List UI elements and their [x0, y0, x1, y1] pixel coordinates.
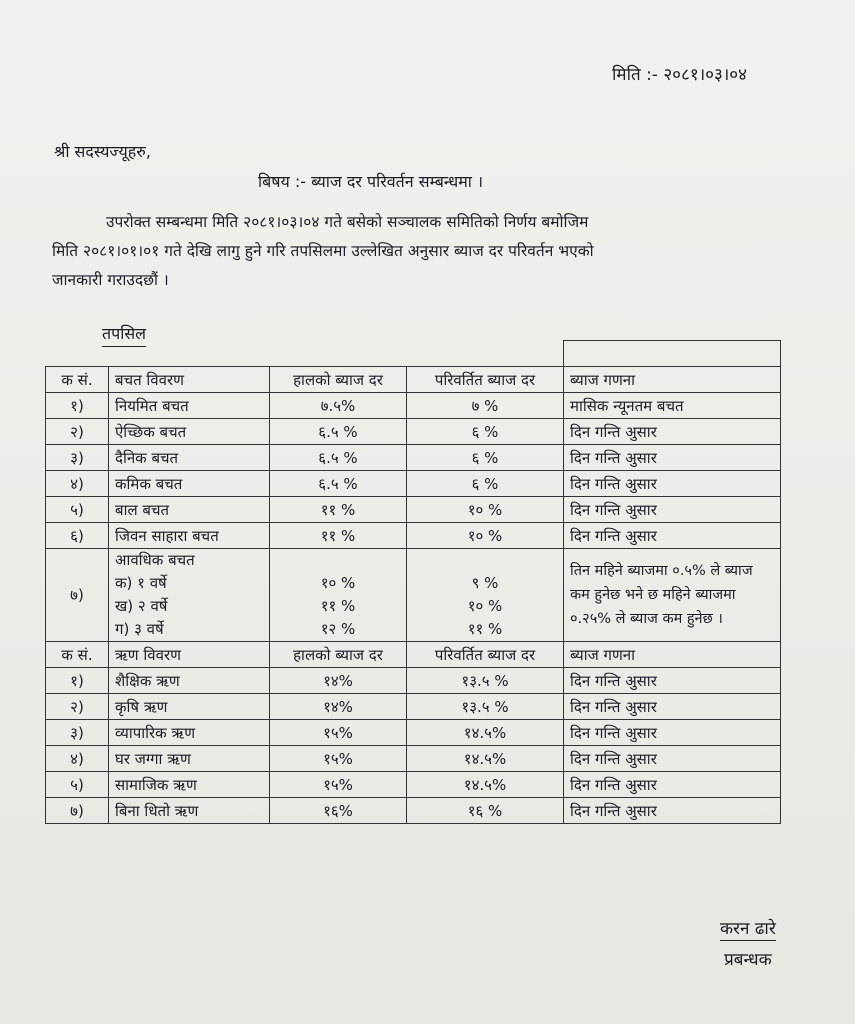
row-current-rate: १६%: [270, 798, 407, 824]
row-calc: दिन गन्ति अुसार: [564, 720, 781, 746]
periodic-item-label: ख) २ वर्षे: [115, 597, 168, 615]
row-revised-rate: ६ %: [407, 471, 564, 497]
periodic-item-revised: ११ %: [467, 620, 503, 638]
periodic-title: आवधिक बचत: [115, 551, 195, 569]
row-name: शैक्षिक ऋण: [109, 668, 270, 694]
row-name: बिना धितो ऋण: [109, 798, 270, 824]
row-sn: ६): [46, 523, 109, 549]
row-name: दैनिक बचत: [109, 445, 270, 471]
row-name: ऐच्छिक बचत: [109, 419, 270, 445]
row-revised-rate: १४.५%: [407, 772, 564, 798]
table-row: [46, 798, 781, 824]
periodic-savings-row: [46, 549, 781, 642]
row-revised-rate: ६ %: [407, 445, 564, 471]
row-calc: दिन गन्ति अुसार: [564, 668, 781, 694]
periodic-item-revised: १० %: [467, 597, 503, 615]
periodic-calc-note: तिन महिने ब्याजमा ०.५% ले ब्याज कम हुनेछ भने छ महिने ब्याजमा ०.२५% ले ब्याज कम हुनेछ ।: [564, 549, 781, 642]
signatory-title: प्रबन्धक: [724, 950, 772, 970]
row-sn: १): [46, 668, 109, 694]
row-current-rate: १५%: [270, 772, 407, 798]
periodic-item-revised: ९ %: [471, 574, 499, 592]
row-current-rate: ६.५ %: [270, 445, 407, 471]
table-row: [46, 772, 781, 798]
table-row: [46, 445, 781, 471]
row-sn: २): [46, 419, 109, 445]
row-sn: ४): [46, 471, 109, 497]
row-sn: ७): [46, 549, 109, 642]
row-name: नियमित बचत: [109, 393, 270, 419]
periodic-item-current: १२ %: [320, 620, 356, 638]
signatory-name: करन ढारे: [720, 919, 776, 939]
row-sn: ३): [46, 720, 109, 746]
row-name: जिवन साहारा बचत: [109, 523, 270, 549]
row-sn: ७): [46, 798, 109, 824]
row-current-rate: ११ %: [270, 523, 407, 549]
table-row: [46, 668, 781, 694]
periodic-current-rates: [270, 549, 407, 642]
details-label: तपसिल: [102, 322, 146, 347]
row-sn: ३): [46, 445, 109, 471]
row-current-rate: ७.५%: [270, 393, 407, 419]
row-calc: दिन गन्ति अुसार: [564, 798, 781, 824]
table-row: [46, 419, 781, 445]
row-sn: ५): [46, 497, 109, 523]
periodic-item-label: ग) ३ वर्षे: [115, 620, 164, 638]
col-header-current: हालको ब्याज दर: [270, 367, 407, 393]
row-current-rate: ६.५ %: [270, 419, 407, 445]
row-sn: ५): [46, 772, 109, 798]
loan-header-row: [46, 642, 781, 668]
row-name: बाल बचत: [109, 497, 270, 523]
body-line: उपरोक्त सम्बन्धमा मिति २०८१।०३।०४ गते बसेको सञ्चालक समितिको निर्णय बमोजिम: [106, 213, 589, 231]
col-header-revised: परिवर्तित ब्याज दर: [407, 367, 564, 393]
row-sn: २): [46, 694, 109, 720]
row-name: घर जग्गा ऋण: [109, 746, 270, 772]
row-current-rate: १४%: [270, 668, 407, 694]
table-row: [46, 694, 781, 720]
table-row: [46, 471, 781, 497]
row-calc: दिन गन्ति अुसार: [564, 419, 781, 445]
row-calc: दिन गन्ति अुसार: [564, 471, 781, 497]
row-current-rate: १४%: [270, 694, 407, 720]
row-calc: दिन गन्ति अुसार: [564, 497, 781, 523]
body-line: जानकारी गराउदछौं ।: [52, 271, 169, 289]
row-current-rate: ११ %: [270, 497, 407, 523]
row-calc: दिन गन्ति अुसार: [564, 694, 781, 720]
body-line: मिति २०८१।०१।०१ गते देखि लागु हुने गरि तपसिलमा उल्लेखित अनुसार ब्याज दर परिवर्तन भएको: [52, 242, 594, 260]
row-calc: दिन गन्ति अुसार: [564, 523, 781, 549]
row-revised-rate: १० %: [407, 523, 564, 549]
row-calc: मासिक न्यूनतम बचत: [564, 393, 781, 419]
table-row: [46, 497, 781, 523]
col-header-calc: ब्याज गणना: [564, 367, 781, 393]
row-current-rate: १५%: [270, 720, 407, 746]
row-calc: दिन गन्ति अुसार: [564, 772, 781, 798]
table-row: [46, 393, 781, 419]
periodic-item-current: १० %: [320, 574, 356, 592]
salutation: श्री सदस्यज्यूहरु,: [54, 142, 151, 161]
row-revised-rate: १० %: [407, 497, 564, 523]
row-name: सामाजिक ऋण: [109, 772, 270, 798]
table-row: [46, 523, 781, 549]
periodic-names: [109, 549, 270, 642]
table-row: [46, 720, 781, 746]
col-header-calc: ब्याज गणना: [564, 642, 781, 668]
row-revised-rate: ६ %: [407, 419, 564, 445]
row-sn: ४): [46, 746, 109, 772]
row-revised-rate: १३.५ %: [407, 694, 564, 720]
letter-date: मिति :- २०८१।०३।०४: [612, 65, 747, 85]
row-revised-rate: १६ %: [407, 798, 564, 824]
row-current-rate: ६.५ %: [270, 471, 407, 497]
row-sn: १): [46, 393, 109, 419]
periodic-item-current: ११ %: [320, 597, 356, 615]
table-row: [46, 746, 781, 772]
row-current-rate: १५%: [270, 746, 407, 772]
col-header-sn: क सं.: [46, 367, 109, 393]
row-revised-rate: १४.५%: [407, 746, 564, 772]
col-header-name: ऋण विवरण: [109, 642, 270, 668]
row-calc: दिन गन्ति अुसार: [564, 445, 781, 471]
savings-header-row: [46, 367, 781, 393]
row-name: व्यापारिक ऋण: [109, 720, 270, 746]
table-top-stub: [46, 341, 781, 367]
row-calc: दिन गन्ति अुसार: [564, 746, 781, 772]
signature-block: [720, 916, 776, 970]
row-name: कमिक बचत: [109, 471, 270, 497]
row-revised-rate: १३.५ %: [407, 668, 564, 694]
periodic-revised-rates: [407, 549, 564, 642]
row-revised-rate: १४.५%: [407, 720, 564, 746]
subject-line: बिषय :- ब्याज दर परिवर्तन सम्बन्धमा ।: [258, 172, 484, 191]
row-name: कृषि ऋण: [109, 694, 270, 720]
col-header-sn: क सं.: [46, 642, 109, 668]
interest-rate-table: [45, 340, 781, 824]
row-revised-rate: ७ %: [407, 393, 564, 419]
col-header-name: बचत विवरण: [109, 367, 270, 393]
periodic-item-label: क) १ वर्षे: [115, 574, 167, 592]
body-paragraph: [52, 208, 802, 295]
col-header-current: हालको ब्याज दर: [270, 642, 407, 668]
col-header-revised: परिवर्तित ब्याज दर: [407, 642, 564, 668]
